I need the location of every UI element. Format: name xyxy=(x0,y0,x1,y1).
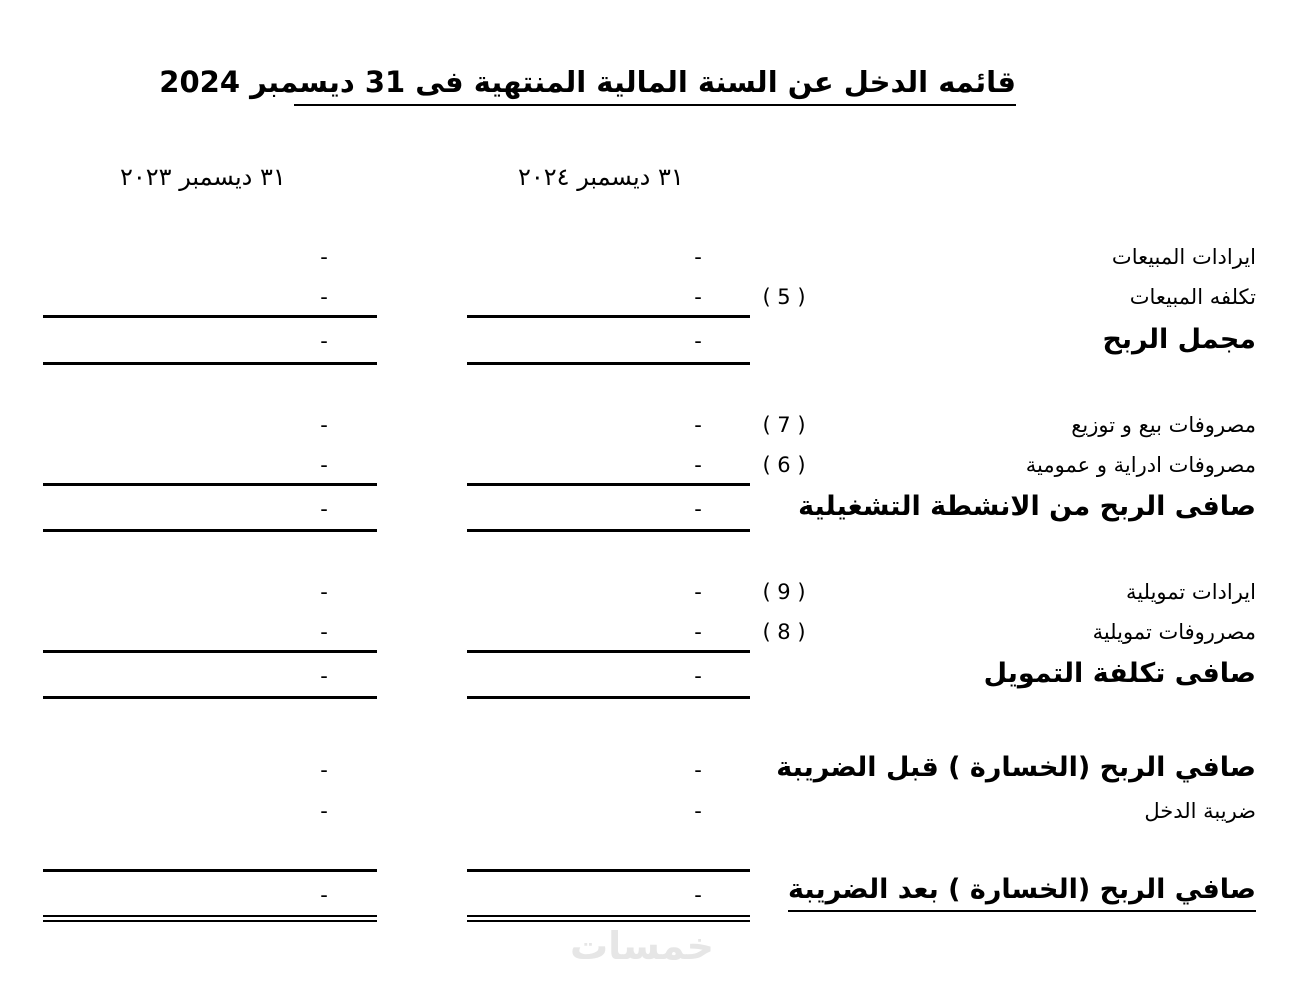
row-label-admin-expenses: مصروفات ادراية و عمومية xyxy=(1025,453,1256,477)
total-rule xyxy=(467,529,750,532)
row-label-selling-expenses: مصروفات بيع و توزيع xyxy=(1071,413,1256,437)
row-note-ref: ( 5 ) xyxy=(762,285,806,309)
total-rule xyxy=(43,362,377,365)
row-label-profit-before-tax: صافي الربح (الخسارة ) قبل الضريبة xyxy=(776,752,1256,783)
row-label-sales-revenue: ايرادات المبيعات xyxy=(1111,245,1256,269)
subtotal-rule xyxy=(467,869,750,872)
total-rule xyxy=(467,696,750,699)
subtotal-rule xyxy=(43,315,377,318)
total-rule xyxy=(467,362,750,365)
row-value-prior: - xyxy=(320,580,328,604)
row-value-prior: - xyxy=(320,413,328,437)
row-value-prior: - xyxy=(320,799,328,823)
row-value-prior: - xyxy=(320,664,328,688)
row-label-finance-income: ايرادات تمويلية xyxy=(1126,580,1256,604)
row-note-ref: ( 6 ) xyxy=(762,453,806,477)
watermark: خمسات xyxy=(570,924,714,968)
row-value-current: - xyxy=(694,883,702,907)
row-value-current: - xyxy=(694,620,702,644)
row-value-current: - xyxy=(694,329,702,353)
row-value-current: - xyxy=(694,664,702,688)
row-value-prior: - xyxy=(320,497,328,521)
row-value-prior: - xyxy=(320,620,328,644)
row-label-operating-profit: صافى الربح من الانشطة التشغيلية xyxy=(798,491,1256,522)
total-rule xyxy=(43,529,377,532)
column-header-2023: ٣١ ديسمبر ٢٠٢٣ xyxy=(120,163,286,191)
row-label-income-tax: ضريبة الدخل xyxy=(1144,799,1256,823)
row-value-prior: - xyxy=(320,883,328,907)
row-label-gross-profit: مجمل الربح xyxy=(1102,324,1256,355)
row-note-ref: ( 7 ) xyxy=(762,413,806,437)
row-value-current: - xyxy=(694,758,702,782)
row-note-ref: ( 8 ) xyxy=(762,620,806,644)
row-note-ref: ( 9 ) xyxy=(762,580,806,604)
row-value-current: - xyxy=(694,453,702,477)
row-value-current: - xyxy=(694,497,702,521)
column-header-2024: ٣١ ديسمبر ٢٠٢٤ xyxy=(518,163,684,191)
row-value-current: - xyxy=(694,580,702,604)
row-label-net-finance-cost: صافى تكلفة التمويل xyxy=(983,658,1256,689)
subtotal-rule xyxy=(43,869,377,872)
row-value-current: - xyxy=(694,413,702,437)
double-total-rule xyxy=(43,915,377,917)
row-value-current: - xyxy=(694,285,702,309)
row-label-cost-of-sales: تكلفه المبيعات xyxy=(1129,285,1256,309)
row-value-current: - xyxy=(694,799,702,823)
row-value-prior: - xyxy=(320,245,328,269)
subtotal-rule xyxy=(467,650,750,653)
double-total-rule xyxy=(467,915,750,917)
row-value-prior: - xyxy=(320,285,328,309)
subtotal-rule xyxy=(467,483,750,486)
row-value-prior: - xyxy=(320,758,328,782)
row-label-profit-after-tax: صافي الربح (الخسارة ) بعد الضريبة xyxy=(788,872,1256,912)
total-rule xyxy=(43,696,377,699)
row-value-current: - xyxy=(694,245,702,269)
subtotal-rule xyxy=(43,483,377,486)
row-value-prior: - xyxy=(320,453,328,477)
row-label-finance-expenses: مصرروفات تمويلية xyxy=(1092,620,1256,644)
row-value-prior: - xyxy=(320,329,328,353)
subtotal-rule xyxy=(43,650,377,653)
statement-title: قائمه الدخل عن السنة المالية المنتهية فى 31 ديسمبر 2024 xyxy=(294,62,1016,106)
subtotal-rule xyxy=(467,315,750,318)
double-total-rule xyxy=(467,920,750,922)
double-total-rule xyxy=(43,920,377,922)
